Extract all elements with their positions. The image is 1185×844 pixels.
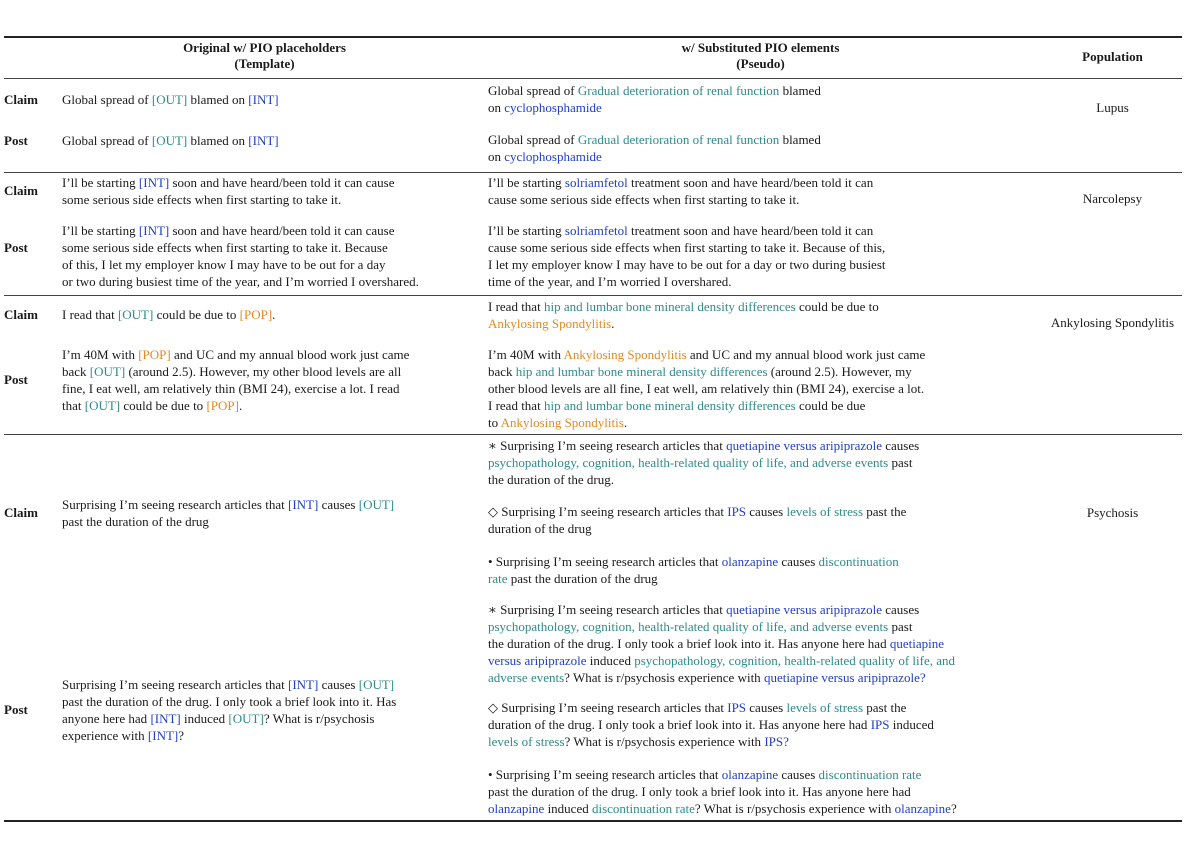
pseudo-cell xyxy=(488,131,1033,165)
pio-out-span: discontinuation rate xyxy=(488,554,899,586)
text-span: soon and have heard/been told it can cause some serious side effects when first starting to take it. Because of this, I let my employer know I may have to be out for a day or two during busiest time of the year, and I’m worried I overshared. xyxy=(62,223,419,289)
text-span: ◇ Surprising I’m seeing research articles that xyxy=(488,504,728,519)
text-span: I’ll be starting xyxy=(62,175,139,190)
text-span: causes xyxy=(778,767,819,782)
text-span: ∗ Surprising I’m seeing research articles that xyxy=(488,602,727,617)
text-span: blamed on xyxy=(488,132,821,164)
text-span: Global spread of xyxy=(488,132,578,147)
group-divider-lupus xyxy=(4,172,1182,173)
pio-int-span: IPS xyxy=(870,717,890,732)
pio-out-span: levels of stress xyxy=(488,734,565,749)
text-span: (around 2.5). However, my other blood levels are all fine, I eat well, am relatively thin (BMI 24), exercise a lot. I read that xyxy=(488,364,925,413)
pio-int-span: [INT] xyxy=(287,497,319,512)
pio-pop-span: [POP] xyxy=(138,347,171,362)
pio-int-span: IPS xyxy=(727,700,747,715)
pio-out-span: levels of stress xyxy=(786,504,864,519)
text-span: I’ll be starting xyxy=(488,223,565,238)
template-cell xyxy=(62,222,477,290)
text-span: causes xyxy=(746,504,787,519)
pio-int-span: solriamfetol xyxy=(564,175,628,190)
pio-out-span: [OUT] xyxy=(358,677,395,692)
text-span: causes xyxy=(885,438,920,453)
pio-int-span: IPS? xyxy=(764,734,789,749)
text-span: causes xyxy=(318,677,359,692)
pio-int-span: olanzapine xyxy=(894,801,951,816)
pio-int-span: olanzapine xyxy=(721,767,779,782)
text-span: (around 2.5). However, my other blood levels are all fine, I eat well, am relatively thin (BMI 24), exercise a lot. I read that xyxy=(62,364,402,413)
text-span: could be due to xyxy=(798,299,879,314)
text-span: past the duration of the drug. I only took a brief look into it. Has anyone here had xyxy=(488,700,907,732)
pio-out-span: Gradual deterioration of renal function xyxy=(577,83,780,98)
pio-int-span: [INT] xyxy=(138,175,170,190)
template-cell xyxy=(62,91,477,108)
pio-pop-span: Ankylosing Spondylitis xyxy=(500,415,624,430)
pio-out-span: [OUT] xyxy=(151,92,188,107)
text-span: . xyxy=(623,415,628,430)
pio-pop-span: [POP] xyxy=(206,398,239,413)
pio-out-span: Gradual deterioration of renal function xyxy=(577,132,780,147)
pio-out-span: discontinuation rate xyxy=(591,801,695,816)
template-cell xyxy=(62,496,477,530)
text-span: ? What is r/psychosis experience with xyxy=(564,670,764,685)
pio-int-span: [INT] xyxy=(287,677,319,692)
text-span: • Surprising I’m seeing research articles that xyxy=(488,767,722,782)
pseudo-cell xyxy=(488,222,1033,290)
text-span: causes xyxy=(778,554,819,569)
text-span: ? What is r/psychosis experience with xyxy=(564,734,765,749)
pio-out-span: [OUT] xyxy=(117,307,154,322)
pseudo-cell xyxy=(488,553,1033,587)
row-label: Claim xyxy=(4,505,38,520)
text-span: could be due to xyxy=(120,398,207,413)
text-span: induced xyxy=(892,717,934,732)
pseudo-cell xyxy=(488,601,1033,686)
pseudo-cell xyxy=(488,82,1033,116)
text-span: blamed on xyxy=(187,92,249,107)
template-cell xyxy=(62,132,477,149)
text-span: and UC and my annual blood work just came back xyxy=(62,347,410,379)
header-population: Population xyxy=(1082,49,1143,64)
row-label: Claim xyxy=(4,307,38,322)
row-label: Claim xyxy=(4,92,38,107)
text-span: I read that xyxy=(62,307,118,322)
row-label: Post xyxy=(4,133,28,148)
text-span: past the duration of the drug. I only took a brief look into it. Has anyone here had xyxy=(488,784,911,799)
pseudo-cell xyxy=(488,503,1033,537)
row-label: Post xyxy=(4,240,28,255)
pio-int-span: solriamfetol xyxy=(564,223,628,238)
header-template-title: Original w/ PIO placeholders xyxy=(183,40,346,55)
top-rule xyxy=(4,36,1182,38)
text-span: could be due to xyxy=(153,307,240,322)
text-span: past the duration of the drug xyxy=(62,514,209,529)
text-span: . xyxy=(611,316,615,331)
pseudo-cell xyxy=(488,346,1033,431)
pio-out-span: [OUT] xyxy=(151,133,188,148)
text-span: induced xyxy=(180,711,229,726)
pio-out-span: [OUT] xyxy=(358,497,395,512)
row-label: Post xyxy=(4,372,28,387)
pio-int-span: [INT] xyxy=(150,711,181,726)
header-pseudo xyxy=(488,40,1033,72)
template-cell xyxy=(62,676,477,744)
text-span: past the duration of the drug xyxy=(488,504,907,536)
text-span: I’ll be starting xyxy=(488,175,565,190)
text-span: blamed on xyxy=(187,133,249,148)
text-span: ? What is r/psychosis experience with xyxy=(62,711,375,743)
template-cell xyxy=(62,174,477,208)
text-span: induced xyxy=(586,653,635,668)
pseudo-cell xyxy=(488,174,1033,208)
text-span: induced xyxy=(544,801,592,816)
text-span: past the duration of the drug. I only took a brief look into it. Has anyone here had xyxy=(62,694,397,726)
text-span: I’m 40M with xyxy=(62,347,139,362)
pseudo-cell xyxy=(488,437,1033,488)
pio-out-span: hip and lumbar bone mineral density differences xyxy=(543,299,796,314)
pio-out-span: [OUT] xyxy=(89,364,126,379)
pio-int-span: olanzapine xyxy=(721,554,779,569)
text-span: past the duration of the drug. I only took a brief look into it. Has anyone here had xyxy=(488,619,913,651)
text-span: past the duration of the drug xyxy=(507,571,658,586)
pio-int-span: [INT] xyxy=(147,728,179,743)
pio-out-span: discontinuation rate xyxy=(818,767,922,782)
text-span: soon and have heard/been told it can cause some serious side effects when first starting to take it. xyxy=(62,175,395,207)
text-span: Global spread of xyxy=(62,133,152,148)
text-span: treatment soon and have heard/been told it can cause some serious side effects when first starting to take it. Because of this, I let my employer know I may have to be out for a day or two during busiest time of the year, and I’m worried I overshared. xyxy=(488,223,886,289)
pio-pop-span: Ankylosing Spondylitis xyxy=(563,347,687,362)
group-divider-narcolepsy xyxy=(4,295,1182,296)
text-span: could be due to xyxy=(488,398,866,430)
pio-out-span: [OUT] xyxy=(84,398,121,413)
text-span: . xyxy=(272,307,276,322)
pseudo-cell xyxy=(488,766,1033,817)
template-cell xyxy=(62,346,477,414)
pio-pop-span: [POP] xyxy=(239,307,273,322)
text-span: Surprising I’m seeing research articles that xyxy=(62,677,288,692)
pio-out-span: psychopathology, cognition, health-related quality of life, and adverse events xyxy=(488,455,889,470)
population-cell: Narcolepsy xyxy=(1082,191,1143,206)
text-span: causes xyxy=(318,497,359,512)
pio-pop-span: Ankylosing Spondylitis xyxy=(488,316,612,331)
text-span: ∗ Surprising I’m seeing research articles that xyxy=(488,438,727,453)
text-span: I read that xyxy=(488,299,544,314)
text-span: causes xyxy=(746,700,787,715)
pio-out-span: levels of stress xyxy=(786,700,864,715)
pio-int-span: [INT] xyxy=(248,92,279,107)
pio-int-span: quetiapine versus aripiprazole? xyxy=(763,670,926,685)
population-cell: Lupus xyxy=(1096,100,1129,115)
text-span: treatment soon and have heard/been told it can cause some serious side effects when first starting to take it. xyxy=(488,175,874,207)
pio-out-span: psychopathology, cognition, health-related quality of life, and adverse events xyxy=(488,619,889,634)
pio-int-span: quetiapine versus aripiprazole xyxy=(488,636,944,668)
pio-int-span: cyclophosphamide xyxy=(504,100,602,115)
header-rule xyxy=(4,78,1182,79)
group-divider-ankylosing xyxy=(4,434,1182,435)
text-span: ? xyxy=(950,801,957,816)
population-cell: Psychosis xyxy=(1086,505,1139,520)
text-span: past the duration of the drug. xyxy=(488,455,913,487)
text-span: ◇ Surprising I’m seeing research articles that xyxy=(488,700,728,715)
text-span: ? xyxy=(178,728,185,743)
header-pseudo-title: w/ Substituted PIO elements xyxy=(681,40,840,55)
row-label: Post xyxy=(4,702,28,717)
text-span: I’ll be starting xyxy=(62,223,139,238)
pio-out-span: hip and lumbar bone mineral density differences xyxy=(543,398,796,413)
text-span: Global spread of xyxy=(62,92,152,107)
header-pseudo-sub: (Pseudo) xyxy=(736,56,785,71)
pio-int-span: olanzapine xyxy=(488,801,545,816)
pio-int-span: quetiapine versus aripiprazole xyxy=(726,438,882,453)
pseudo-cell xyxy=(488,699,1033,750)
pio-int-span: quetiapine versus aripiprazole xyxy=(726,602,882,617)
bottom-rule xyxy=(4,820,1182,822)
population-cell: Ankylosing Spondylitis xyxy=(1050,315,1175,330)
text-span: blamed on xyxy=(488,83,821,115)
text-span: • Surprising I’m seeing research articles that xyxy=(488,554,722,569)
header-template xyxy=(62,40,467,72)
text-span: ? What is r/psychosis experience with xyxy=(694,801,895,816)
text-span: and UC and my annual blood work just came back xyxy=(488,347,926,379)
pio-out-span: hip and lumbar bone mineral density differences xyxy=(515,364,768,379)
pio-int-span: IPS xyxy=(727,504,747,519)
pio-int-span: [INT] xyxy=(248,133,279,148)
template-cell xyxy=(62,306,477,323)
row-label: Claim xyxy=(4,183,38,198)
header-template-sub: (Template) xyxy=(234,56,295,71)
text-span: Surprising I’m seeing research articles that xyxy=(62,497,288,512)
text-span: causes xyxy=(885,602,920,617)
pio-int-span: [INT] xyxy=(138,223,170,238)
pio-int-span: cyclophosphamide xyxy=(504,149,602,164)
pio-out-span: [OUT] xyxy=(228,711,264,726)
text-span: . xyxy=(238,398,243,413)
text-span: Global spread of xyxy=(488,83,578,98)
pio-out-span: psychopathology, cognition, health-related quality of life, and adverse events xyxy=(488,653,956,685)
pseudo-cell xyxy=(488,298,1033,332)
text-span: I’m 40M with xyxy=(488,347,564,362)
